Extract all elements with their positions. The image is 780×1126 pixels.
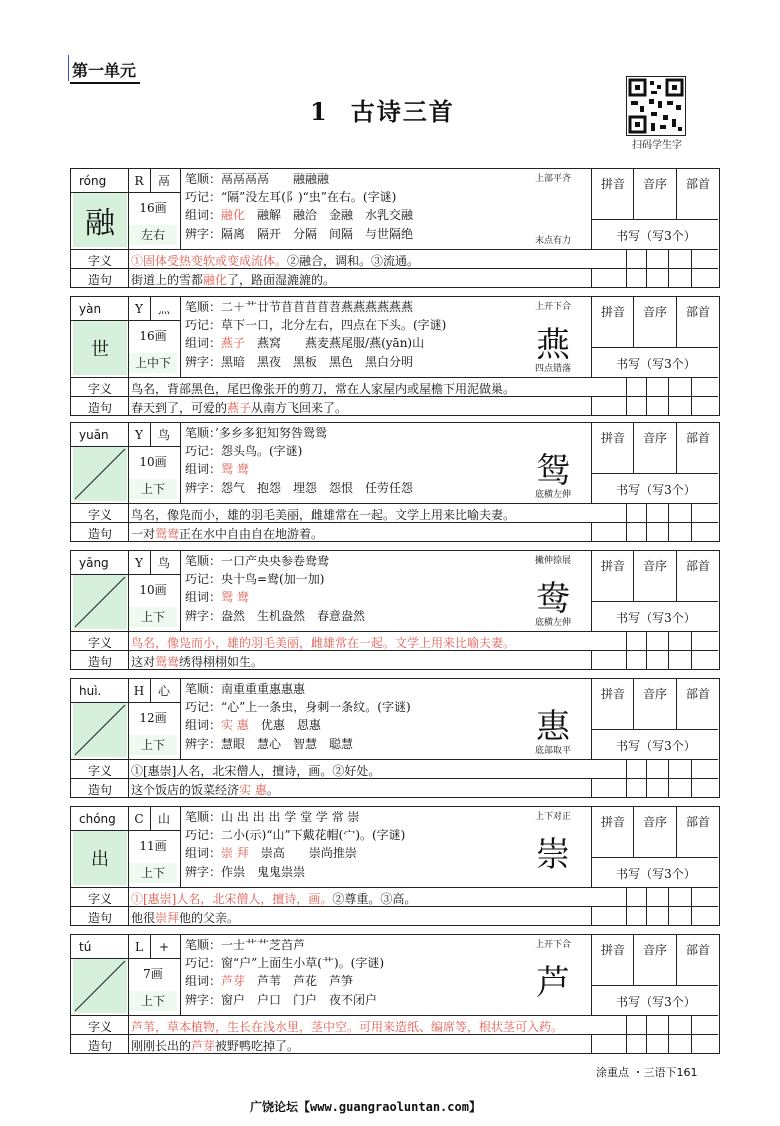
character-card xyxy=(70,550,720,670)
initial-letter: R xyxy=(134,174,144,188)
calligraphy-tip-top: 上下对正 xyxy=(534,812,571,822)
sentence-text: 春天到了，可爱的燕子从南方飞回来了。 xyxy=(131,401,348,415)
meaning-label: 字义 xyxy=(87,892,112,906)
calligraphy-glyph: 芦 xyxy=(536,963,570,1003)
writing-label: 书写（写3个） xyxy=(616,867,696,881)
radical: 鸟 xyxy=(157,556,170,570)
order-header: 音序 xyxy=(642,431,667,445)
character-blank xyxy=(73,447,127,501)
calligraphy-tip-top: 上部平齐 xyxy=(534,174,571,184)
unit-label: 第一单元 xyxy=(70,58,140,84)
calligraphy-image xyxy=(517,171,589,247)
initial-letter: H xyxy=(133,684,145,698)
calligraphy-tip-bottom: 底横左伸 xyxy=(534,490,571,500)
radical: 鸟 xyxy=(157,428,170,442)
sentence-text: 街道上的雪都融化了，路面湿漉漉的。 xyxy=(131,273,336,287)
radical-header: 部首 xyxy=(685,943,710,957)
word-group: 组词：燕子 燕窝 燕麦燕尾服/燕(yān)山 xyxy=(185,336,425,350)
character-card xyxy=(70,296,720,416)
qr-code-icon[interactable] xyxy=(626,76,686,136)
calligraphy-image xyxy=(517,809,589,885)
radical: 灬 xyxy=(157,302,170,316)
radical-header: 部首 xyxy=(685,559,710,573)
pinyin-header: 拼音 xyxy=(600,559,625,573)
meaning-text: 鸟名，像凫而小，雄的羽毛美丽，雌雄常在一起。文学上用来比喻夫妻。 xyxy=(131,508,516,522)
stroke-count: 7画 xyxy=(143,967,163,981)
memory-tip: 巧记：草下一口，北分左右，四点在下头。(字谜) xyxy=(185,318,447,332)
stroke-order: 笔顺：’多乡多犯知努咎鸳鸳 xyxy=(185,426,327,440)
lesson-number: 1 xyxy=(310,97,329,126)
radical-header: 部首 xyxy=(685,177,710,191)
pinyin: yāng xyxy=(79,556,109,570)
pinyin-header: 拼音 xyxy=(600,305,625,319)
initial-letter: Y xyxy=(135,428,143,442)
writing-label: 书写（写3个） xyxy=(616,611,696,625)
writing-label: 书写（写3个） xyxy=(616,739,696,753)
order-header: 音序 xyxy=(642,815,667,829)
word-group: 组词：鸳 鸯 xyxy=(185,590,249,604)
pinyin: yàn xyxy=(79,302,102,316)
calligraphy-glyph: 燕 xyxy=(536,325,570,365)
structure: 左右 xyxy=(129,225,177,245)
calligraphy-tip-bottom: 四点错落 xyxy=(534,364,571,374)
sentence-text: 他很崇拜他的父亲。 xyxy=(131,911,240,925)
meaning-text: 芦苇，草本植物，生长在浅水里，茎中空。可用来造纸、编席等，根状茎可入药。 xyxy=(131,1020,564,1034)
sentence-text: 这个饭店的饭菜经济实 惠。 xyxy=(131,783,279,797)
order-header: 音序 xyxy=(642,943,667,957)
page-footer: 涂重点 ・三语下161 xyxy=(596,1066,698,1079)
sentence-label: 造句 xyxy=(87,1039,112,1053)
character-card xyxy=(70,678,720,798)
calligraphy-glyph: 惠 xyxy=(536,707,570,747)
stroke-count: 12画 xyxy=(139,711,167,725)
calligraphy-tip-top: 撇伸捺展 xyxy=(534,556,571,566)
meaning-text: 鸟名，背部黑色，尾巴像张开的剪刀，常在人家屋内或屋檐下用泥做巢。 xyxy=(131,382,516,396)
calligraphy-glyph: 鸯 xyxy=(536,579,570,619)
radical-header: 部首 xyxy=(685,687,710,701)
pinyin: róng xyxy=(79,174,107,188)
meaning-text: ①[惠崇]人名，北宋僧人，擅诗，画。②尊重。③高。 xyxy=(131,892,417,906)
calligraphy-image xyxy=(517,681,589,757)
distinguish: 辨字：窗户 户口 门户 夜不闭户 xyxy=(185,993,378,1007)
structure: 上下 xyxy=(129,991,177,1011)
character-card xyxy=(70,806,720,926)
calligraphy-tip-bottom: 底部取平 xyxy=(534,746,571,756)
radical: 鬲 xyxy=(157,174,170,188)
structure: 上下 xyxy=(129,735,177,755)
radical: 山 xyxy=(157,812,170,826)
meaning-text: ①固体受热变软或变成流体。②融合，调和。③流通。 xyxy=(131,254,420,268)
word-group: 组词：崇 拜 崇高 崇尚推崇 xyxy=(185,846,357,860)
sentence-label: 造句 xyxy=(87,911,112,925)
character-blank xyxy=(73,959,127,1013)
meaning-label: 字义 xyxy=(87,636,112,650)
meaning-label: 字义 xyxy=(87,1020,112,1034)
meaning-label: 字义 xyxy=(87,254,112,268)
writing-label: 书写（写3个） xyxy=(616,357,696,371)
order-header: 音序 xyxy=(642,177,667,191)
stroke-order: 笔顺：一口产央央参卷鸯鸯 xyxy=(185,554,330,568)
character-card xyxy=(70,168,720,288)
sentence-text: 这对鸳鸯绣得栩栩如生。 xyxy=(131,655,264,669)
initial-letter: Y xyxy=(135,302,143,316)
radical-header: 部首 xyxy=(685,431,710,445)
character-blank xyxy=(73,575,127,629)
memory-tip: 巧记：“心”上一条虫，身刺一条纹。(字谜) xyxy=(185,700,411,714)
pinyin-header: 拼音 xyxy=(600,943,625,957)
order-header: 音序 xyxy=(642,305,667,319)
radical: 心 xyxy=(157,684,170,698)
stroke-order: 笔顺：二＋艹廿节苜苜苜苜苕燕燕燕燕燕燕 xyxy=(185,300,414,314)
stroke-order: 笔顺：鬲鬲鬲鬲 融融融 xyxy=(185,172,330,186)
distinguish: 辨字：慧眼 慧心 智慧 聪慧 xyxy=(185,737,354,751)
memory-tip: 巧记：怨头鸟。(字谜) xyxy=(185,444,303,458)
sentence-text: 刚刚长出的芦芽被野鸭吃掉了。 xyxy=(131,1039,300,1053)
calligraphy-image xyxy=(517,937,589,1013)
meaning-label: 字义 xyxy=(87,508,112,522)
stroke-count: 10画 xyxy=(139,455,167,469)
memory-tip: 巧记：央十鸟=鸯(加一加) xyxy=(185,572,325,586)
sentence-label: 造句 xyxy=(87,273,112,287)
memory-tip: 巧记：“隔”没左耳(阝)“虫”在右。(字谜) xyxy=(185,190,397,204)
structure: 上下 xyxy=(129,863,177,883)
character-blank xyxy=(73,703,127,757)
pinyin-header: 拼音 xyxy=(600,815,625,829)
stroke-order: 笔顺：山 出 出 出 学 堂 学 常 崇 xyxy=(185,810,360,824)
memory-tip: 巧记：二小(示)“山”下戴花帽(宀)。(字谜) xyxy=(185,828,406,842)
radical: + xyxy=(158,940,170,954)
pinyin: huì. xyxy=(79,684,102,698)
site-watermark: 广饶论坛【www.guangraoluntan.com】 xyxy=(250,1100,481,1114)
calligraphy-glyph: 鸳 xyxy=(536,451,570,491)
sentence-label: 造句 xyxy=(87,401,112,415)
lesson-name: 古诗三首 xyxy=(350,97,455,126)
structure: 上下 xyxy=(129,607,177,627)
initial-letter: L xyxy=(135,940,143,954)
sentence-label: 造句 xyxy=(87,783,112,797)
word-group: 组词：融化 融解 融洽 金融 水乳交融 xyxy=(185,208,414,222)
radical-header: 部首 xyxy=(685,815,710,829)
distinguish: 辨字：隔离 隔开 分隔 间隔 与世隔绝 xyxy=(185,227,414,241)
calligraphy-tip-top: 上开下合 xyxy=(534,940,571,950)
initial-letter: Y xyxy=(135,556,143,570)
distinguish: 辨字：盎然 生机盎然 春意盎然 xyxy=(185,609,366,623)
sentence-label: 造句 xyxy=(87,655,112,669)
stroke-order: 笔顺：一士艹艹芝苩芦 xyxy=(185,938,306,952)
sentence-text: 一对鸳鸯正在水中自由自在地游着。 xyxy=(131,527,324,541)
meaning-label: 字义 xyxy=(87,764,112,778)
stroke-order: 笔顺：南重重重惠惠惠 xyxy=(185,682,306,696)
calligraphy-tip-bottom: 末点有力 xyxy=(534,236,571,246)
pinyin-header: 拼音 xyxy=(600,177,625,191)
sentence-label: 造句 xyxy=(87,527,112,541)
order-header: 音序 xyxy=(642,559,667,573)
writing-label: 书写（写3个） xyxy=(616,995,696,1009)
order-header: 音序 xyxy=(642,687,667,701)
character-card xyxy=(70,422,720,542)
pinyin: yuān xyxy=(79,428,109,442)
meaning-label: 字义 xyxy=(87,382,112,396)
calligraphy-glyph: 崇 xyxy=(536,835,570,875)
meaning-text: 鸟名，像凫而小，雄的羽毛美丽，雌雄常在一起。文学上用来比喻夫妻。 xyxy=(131,636,516,650)
word-group: 组词：实 惠 优惠 恩惠 xyxy=(185,718,321,732)
calligraphy-tip-top: 上开下合 xyxy=(534,302,571,312)
distinguish: 辨字：黑暗 黑夜 黑板 黑色 黑白分明 xyxy=(185,355,414,369)
writing-label: 书写（写3个） xyxy=(616,229,696,243)
pinyin: tú xyxy=(79,940,92,954)
structure: 上下 xyxy=(129,479,177,499)
stroke-count: 11画 xyxy=(139,839,167,853)
initial-letter: C xyxy=(134,812,144,826)
stroke-count: 10画 xyxy=(139,583,167,597)
radical-header: 部首 xyxy=(685,305,710,319)
pinyin: chóng xyxy=(79,812,116,826)
calligraphy-image xyxy=(517,425,589,501)
character-glyph: 世 xyxy=(73,321,127,375)
qr-label: 扫码学生字 xyxy=(632,140,682,151)
calligraphy-image xyxy=(517,299,589,375)
writing-label: 书写（写3个） xyxy=(616,483,696,497)
word-group: 组词：芦芽 芦苇 芦花 芦笋 xyxy=(185,974,354,988)
calligraphy-tip-bottom: 底横左伸 xyxy=(534,618,571,628)
lesson-title xyxy=(310,92,455,127)
character-glyph: 融 xyxy=(73,193,127,247)
distinguish: 辨字：作祟 鬼鬼祟祟 xyxy=(185,865,306,879)
word-group: 组词：鸳 鸯 xyxy=(185,462,249,476)
memory-tip: 巧记：窗“户”上面生小草(艹)。(字谜) xyxy=(185,956,384,970)
calligraphy-image xyxy=(517,553,589,629)
structure: 上中下 xyxy=(129,353,177,373)
pinyin-header: 拼音 xyxy=(600,687,625,701)
character-glyph: 出 xyxy=(73,831,127,885)
stroke-count: 16画 xyxy=(139,201,167,215)
pinyin-header: 拼音 xyxy=(600,431,625,445)
stroke-count: 16画 xyxy=(139,329,167,343)
distinguish: 辨字：怨气 抱怨 埋怨 怨恨 任劳任怨 xyxy=(185,481,414,495)
character-card xyxy=(70,934,720,1054)
meaning-text: ①[惠崇]人名，北宋僧人，擅诗，画。②好处。 xyxy=(131,764,381,778)
